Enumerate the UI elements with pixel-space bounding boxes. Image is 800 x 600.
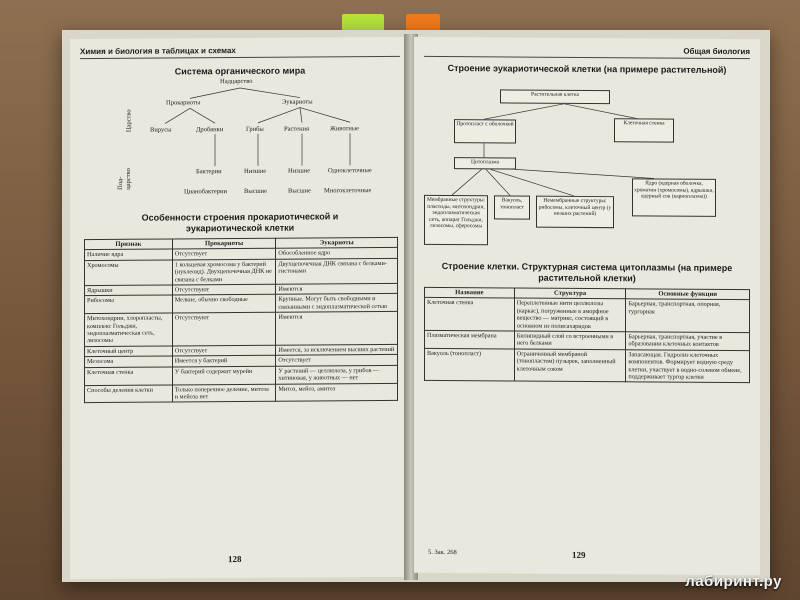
table-row xyxy=(85,312,398,347)
page-number: 129 xyxy=(572,549,586,560)
rank-tsarstvo: Царство xyxy=(125,109,133,133)
cell: Ядрышки xyxy=(85,285,173,296)
cell: Барьерная, транспортная, участие в образовании клеточных контактов xyxy=(626,332,750,351)
col-header: Структура xyxy=(514,288,626,299)
cell: Только поперечное деление, митоза и мейоза нет xyxy=(172,384,276,403)
cell: Имеется, за исключением высших растений xyxy=(276,344,398,355)
running-head: Химия и биология в таблицах и схемах xyxy=(80,45,400,59)
tree-root: Надцарство xyxy=(220,77,253,86)
box-membrane-structures: Мембранные структуры: пластиды, митохондрии, эндоплазматическая сеть, аппарат Гольджи, лизосомы, сферосомы xyxy=(424,195,488,245)
page-number: 128 xyxy=(228,553,242,565)
cell: Митохондрии, хлоропласты, комплекс Гольджи, эндоплазматическая сеть, лизосомы xyxy=(85,313,173,346)
cell: Мелкие, обычно свободные xyxy=(172,295,276,314)
cell: Переплетенные нити целлюлозы (каркас), погруженные в аморфное вещество — матрикс, состоящий в основном из полисахаридов xyxy=(514,298,626,331)
cell: Отсутствуют xyxy=(172,312,276,345)
cytoplasm-structure-table xyxy=(424,287,750,384)
footer-note: 5. Зак. 268 xyxy=(428,548,457,557)
tree-multicellular: Многоклеточные xyxy=(324,187,372,195)
table-row xyxy=(85,383,398,403)
tree-unicellular: Одноклеточные xyxy=(328,167,372,175)
box-plant-cell: Растительная клетка xyxy=(500,89,610,104)
table-row xyxy=(85,294,398,314)
cell: Обособленное ядро xyxy=(276,248,398,259)
tree-fungi-lower: Низшие xyxy=(244,167,267,175)
col-header: Основные функции xyxy=(626,289,750,300)
scheme-title: Строение эукариотической клетки (на примере растительной) xyxy=(447,63,727,75)
cell: Вакуоль (тонопласт) xyxy=(425,348,515,381)
cell: Мезосома xyxy=(85,356,173,367)
cell: 1 кольцевая хромосома у бактерий (нуклеоид). Двухцепочечная ДНК не связана с белками xyxy=(172,259,276,285)
cell: Отсутствует xyxy=(172,249,276,260)
table-row xyxy=(425,348,750,383)
col-header: Название xyxy=(425,287,515,298)
cell: Запасающая. Гидролиз клеточных компонентов. Формирует водную среду клетки, участвует в водно-солевом обмене, поддерживает тургор клетки xyxy=(626,350,750,383)
tree-plants-lower: Низшие xyxy=(288,167,311,175)
table-row xyxy=(85,365,398,385)
rank-podtsarstvo: Под-царство xyxy=(117,168,132,190)
table-row xyxy=(85,258,398,285)
table-title: Особенности строения прокариотической и эукариотической клетки xyxy=(141,211,339,234)
cell: Клеточный центр xyxy=(85,346,173,357)
cell: Отсутствуют xyxy=(172,284,276,295)
cell: Ограниченный мембраной (тонопластом) пузырек, заполненный клеточным соком xyxy=(514,349,626,382)
cell: Имеются xyxy=(276,283,398,294)
cell: Билипидный слой со встроенными в него белками xyxy=(514,331,626,350)
cell: Клеточная стенка xyxy=(85,367,173,385)
tree-bacteria: Бактерии xyxy=(196,168,222,176)
running-head: Общая биология xyxy=(424,45,750,59)
cell: Отсутствует xyxy=(172,345,276,356)
box-cytoplasm: Цитоплазма xyxy=(454,157,516,169)
tree-viruses: Вирусы xyxy=(150,126,172,134)
cell: Хромосомы xyxy=(85,260,173,286)
tree-prokaryotes: Прокариоты xyxy=(166,99,201,107)
table-title: Строение клетки. Структурная система цитоплазмы (на примере растительной клетки) xyxy=(441,260,733,284)
cell: У растений — целлюлоза, у грибов — хитиновая, у животных — нет xyxy=(276,365,398,384)
table-row xyxy=(425,298,750,333)
tree-eukaryotes: Эукариоты xyxy=(282,98,313,106)
cell: Наличие ядра xyxy=(85,249,173,260)
tree-cyanobacteria: Цианобактерии xyxy=(184,188,227,196)
box-nucleus: Ядро (ядерная оболочка, хроматин (хромосомы), ядрышки, ядерный сок (кариоплазма)) xyxy=(632,178,716,217)
box-protoplast: Протопласт с оболочкой xyxy=(454,119,516,143)
left-page xyxy=(70,37,410,579)
tree-fungi-higher: Высшие xyxy=(244,187,267,195)
cell: У бактерий содержит мурейн xyxy=(172,366,276,385)
box-vacuole: Вакуоль, тонопласт xyxy=(494,195,530,219)
tree-animals: Животные xyxy=(330,125,360,133)
cell: Двухцепочечная ДНК связана с белками-гистонами xyxy=(276,258,398,284)
cell: Клеточная стенка xyxy=(425,298,515,331)
box-nonmembrane-structures: Немембранные структуры: рибосомы, клеточный центр (у низших растений) xyxy=(536,196,614,229)
cell: Плазматическая мембрана xyxy=(425,330,515,348)
prokaryote-eukaryote-table xyxy=(84,237,398,404)
cell: Митоз, мейоз, амитоз xyxy=(276,383,398,402)
col-header: Признак xyxy=(85,239,173,250)
cell: Способы деления клетки xyxy=(85,384,173,402)
scheme-title: Система органического мира xyxy=(174,65,306,77)
cell: Барьерная, транспортная, опорная, тургорная xyxy=(626,299,750,332)
tree-drobyanki: Дробянки xyxy=(196,126,224,134)
col-header: Эукариоты xyxy=(276,237,398,248)
col-header: Прокариоты xyxy=(172,238,276,249)
table-row xyxy=(425,330,750,350)
cell: Имеются xyxy=(276,312,398,345)
cell: Отсутствует xyxy=(276,355,398,366)
cell: Крупные. Могут быть свободными и связанными с эндоплазматической сетью xyxy=(276,294,398,313)
cell: Рибосомы xyxy=(85,295,173,313)
tree-fungi: Грибы xyxy=(246,125,264,133)
box-cell-wall: Клеточная стенка xyxy=(614,118,674,142)
tree-plants: Растения xyxy=(284,125,310,133)
watermark-logo: лабиринт.ру xyxy=(685,573,782,590)
tree-plants-higher: Высшие xyxy=(288,187,311,195)
right-page xyxy=(414,37,760,575)
cell: Имеется у бактерий xyxy=(172,356,276,367)
